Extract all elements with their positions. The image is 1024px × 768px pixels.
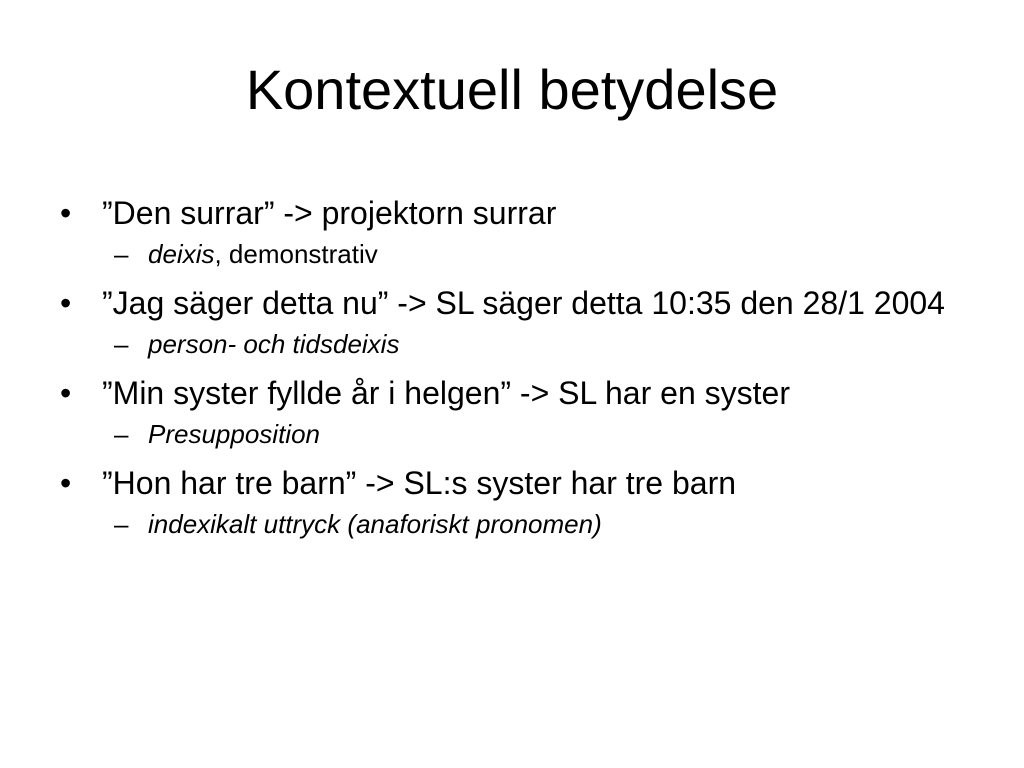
sub-item-4: [60, 506, 980, 542]
dash-icon: –: [114, 419, 129, 449]
sub-list-4: [60, 506, 980, 542]
bullet-text: ”Min syster fyllde år i helgen” -> SL har en syster: [102, 375, 790, 411]
slide-title: Kontextuell betydelse: [245, 58, 779, 121]
bullet-text: ”Jag säger detta nu” -> SL säger detta 10:35 den 28/1 2004: [102, 285, 945, 321]
sub-list-2: [60, 326, 980, 362]
bullet-icon: •: [60, 285, 72, 321]
sub-item-3: [60, 416, 980, 452]
bullet-icon: •: [60, 375, 72, 411]
dash-icon: –: [114, 239, 129, 269]
bullet-item-4: [60, 460, 980, 506]
bullet-text: ”Den surrar” -> projektorn surrar: [102, 195, 557, 231]
sub-item-1: [60, 236, 980, 272]
bullet-icon: •: [60, 195, 72, 231]
sub-item-rest: , demonstrativ: [214, 239, 378, 269]
sub-item-italic: indexikalt uttryck (anaforiskt pronomen): [148, 509, 602, 539]
bullet-icon: •: [60, 465, 72, 501]
bullet-list: [60, 190, 980, 550]
sub-item-italic: deixis: [148, 239, 215, 269]
sub-item-2: [60, 326, 980, 362]
bullet-item-1: [60, 190, 980, 236]
sub-item-italic: person- och tidsdeixis: [148, 329, 400, 359]
sub-list-1: [60, 236, 980, 272]
dash-icon: –: [114, 509, 129, 539]
sub-item-italic: Presupposition: [148, 419, 320, 449]
bullet-item-2: [60, 280, 980, 326]
bullet-item-3: [60, 370, 980, 416]
bullet-text: ”Hon har tre barn” -> SL:s syster har tre barn: [102, 465, 737, 501]
dash-icon: –: [114, 329, 129, 359]
sub-list-3: [60, 416, 980, 452]
